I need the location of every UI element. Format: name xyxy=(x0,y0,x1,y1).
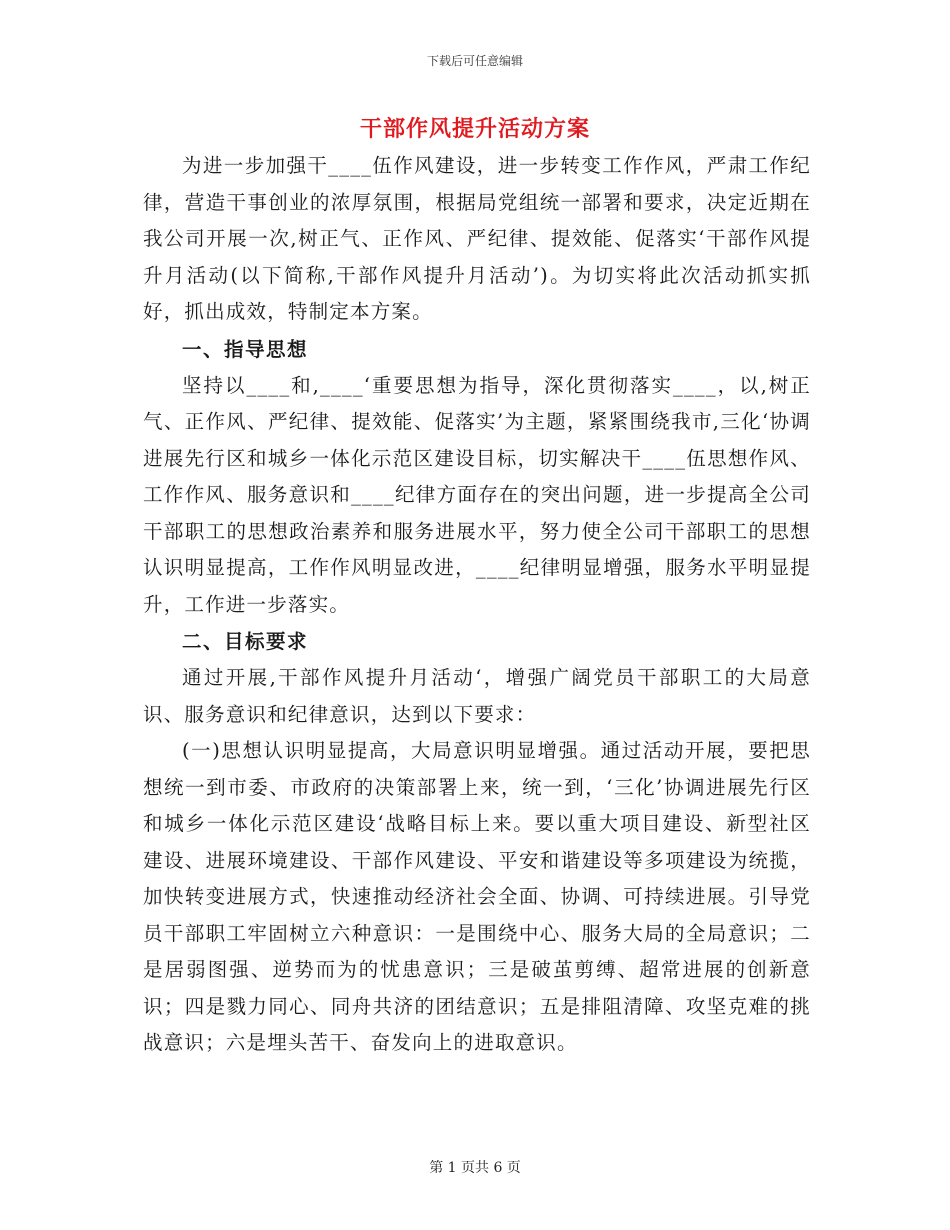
page-footer: 第 1 页共 6 页 xyxy=(429,1160,521,1176)
document-body xyxy=(143,148,811,1062)
goals-intro-paragraph: 通过开展,干部作风提升月活动‘，增强广阔党员干部职工的大局意识、服务意识和纪律意识，达到以下要求： xyxy=(143,666,811,726)
guiding-ideology-paragraph: 坚持以____和,____‘重要思想为指导，深化贯彻落实____，以,树正气、正作风、严纪律、提效能、促落实’为主题，紧紧围绕我市,三化‘协调进展先行区和城乡一体化示范区建设目标，切实解决干____伍思想作风、工作作风、服务意识和____纪律方面存在的突出问题，进一步提高全公司干部职工的思想政治素养和服务进展水平，努力使全公司干部职工的思想认识明显提高，工作作风明显改进，____纪律明显增强，服务水平明显提升，工作进一步落实。 xyxy=(143,373,811,616)
section-heading-goals: 二、目标要求 xyxy=(182,630,309,653)
document-title: 干部作风提升活动方案 xyxy=(359,116,590,142)
intro-paragraph: 为进一步加强干____伍作风建设，进一步转变工作作风，严肃工作纪律，营造干事创业的浓厚氛围，根据局党组统一部署和要求，决定近期在我公司开展一次,树正气、正作风、严纪律、提效能、促落实‘干部作风提升月活动(以下简称,干部作风提升月活动’)。为切实将此次活动抓实抓好，抓出成效，特制定本方案。 xyxy=(143,154,811,323)
section-heading-guiding-ideology: 一、指导思想 xyxy=(182,337,309,361)
header-note: 下载后可任意编辑 xyxy=(426,54,523,68)
goals-item-1-paragraph: (一)思想认识明显提高，大局意识明显增强。通过活动开展，要把思想统一到市委、市政府的决策部署上来，统一到，‘三化’协调进展先行区和城乡一体化示范区建设‘战略目标上来。要以重大项目建设、新型社区建设、进展环境建设、干部作风建设、平安和谐建设等多项建设为统揽，加快转变进展方式，快速推动经济社会全面、协调、可持续进展。引导党员干部职工牢固树立六种意识：一是围绕中心、服务大局的全局意识；二是居弱图强、逆势而为的忧患意识；三是破茧剪缚、超常进展的创新意识；四是戮力同心、同舟共济的团结意识；五是排阻清障、攻坚克难的挑战意识；六是埋头苦干、奋发向上的进取意识。 xyxy=(143,739,811,1054)
